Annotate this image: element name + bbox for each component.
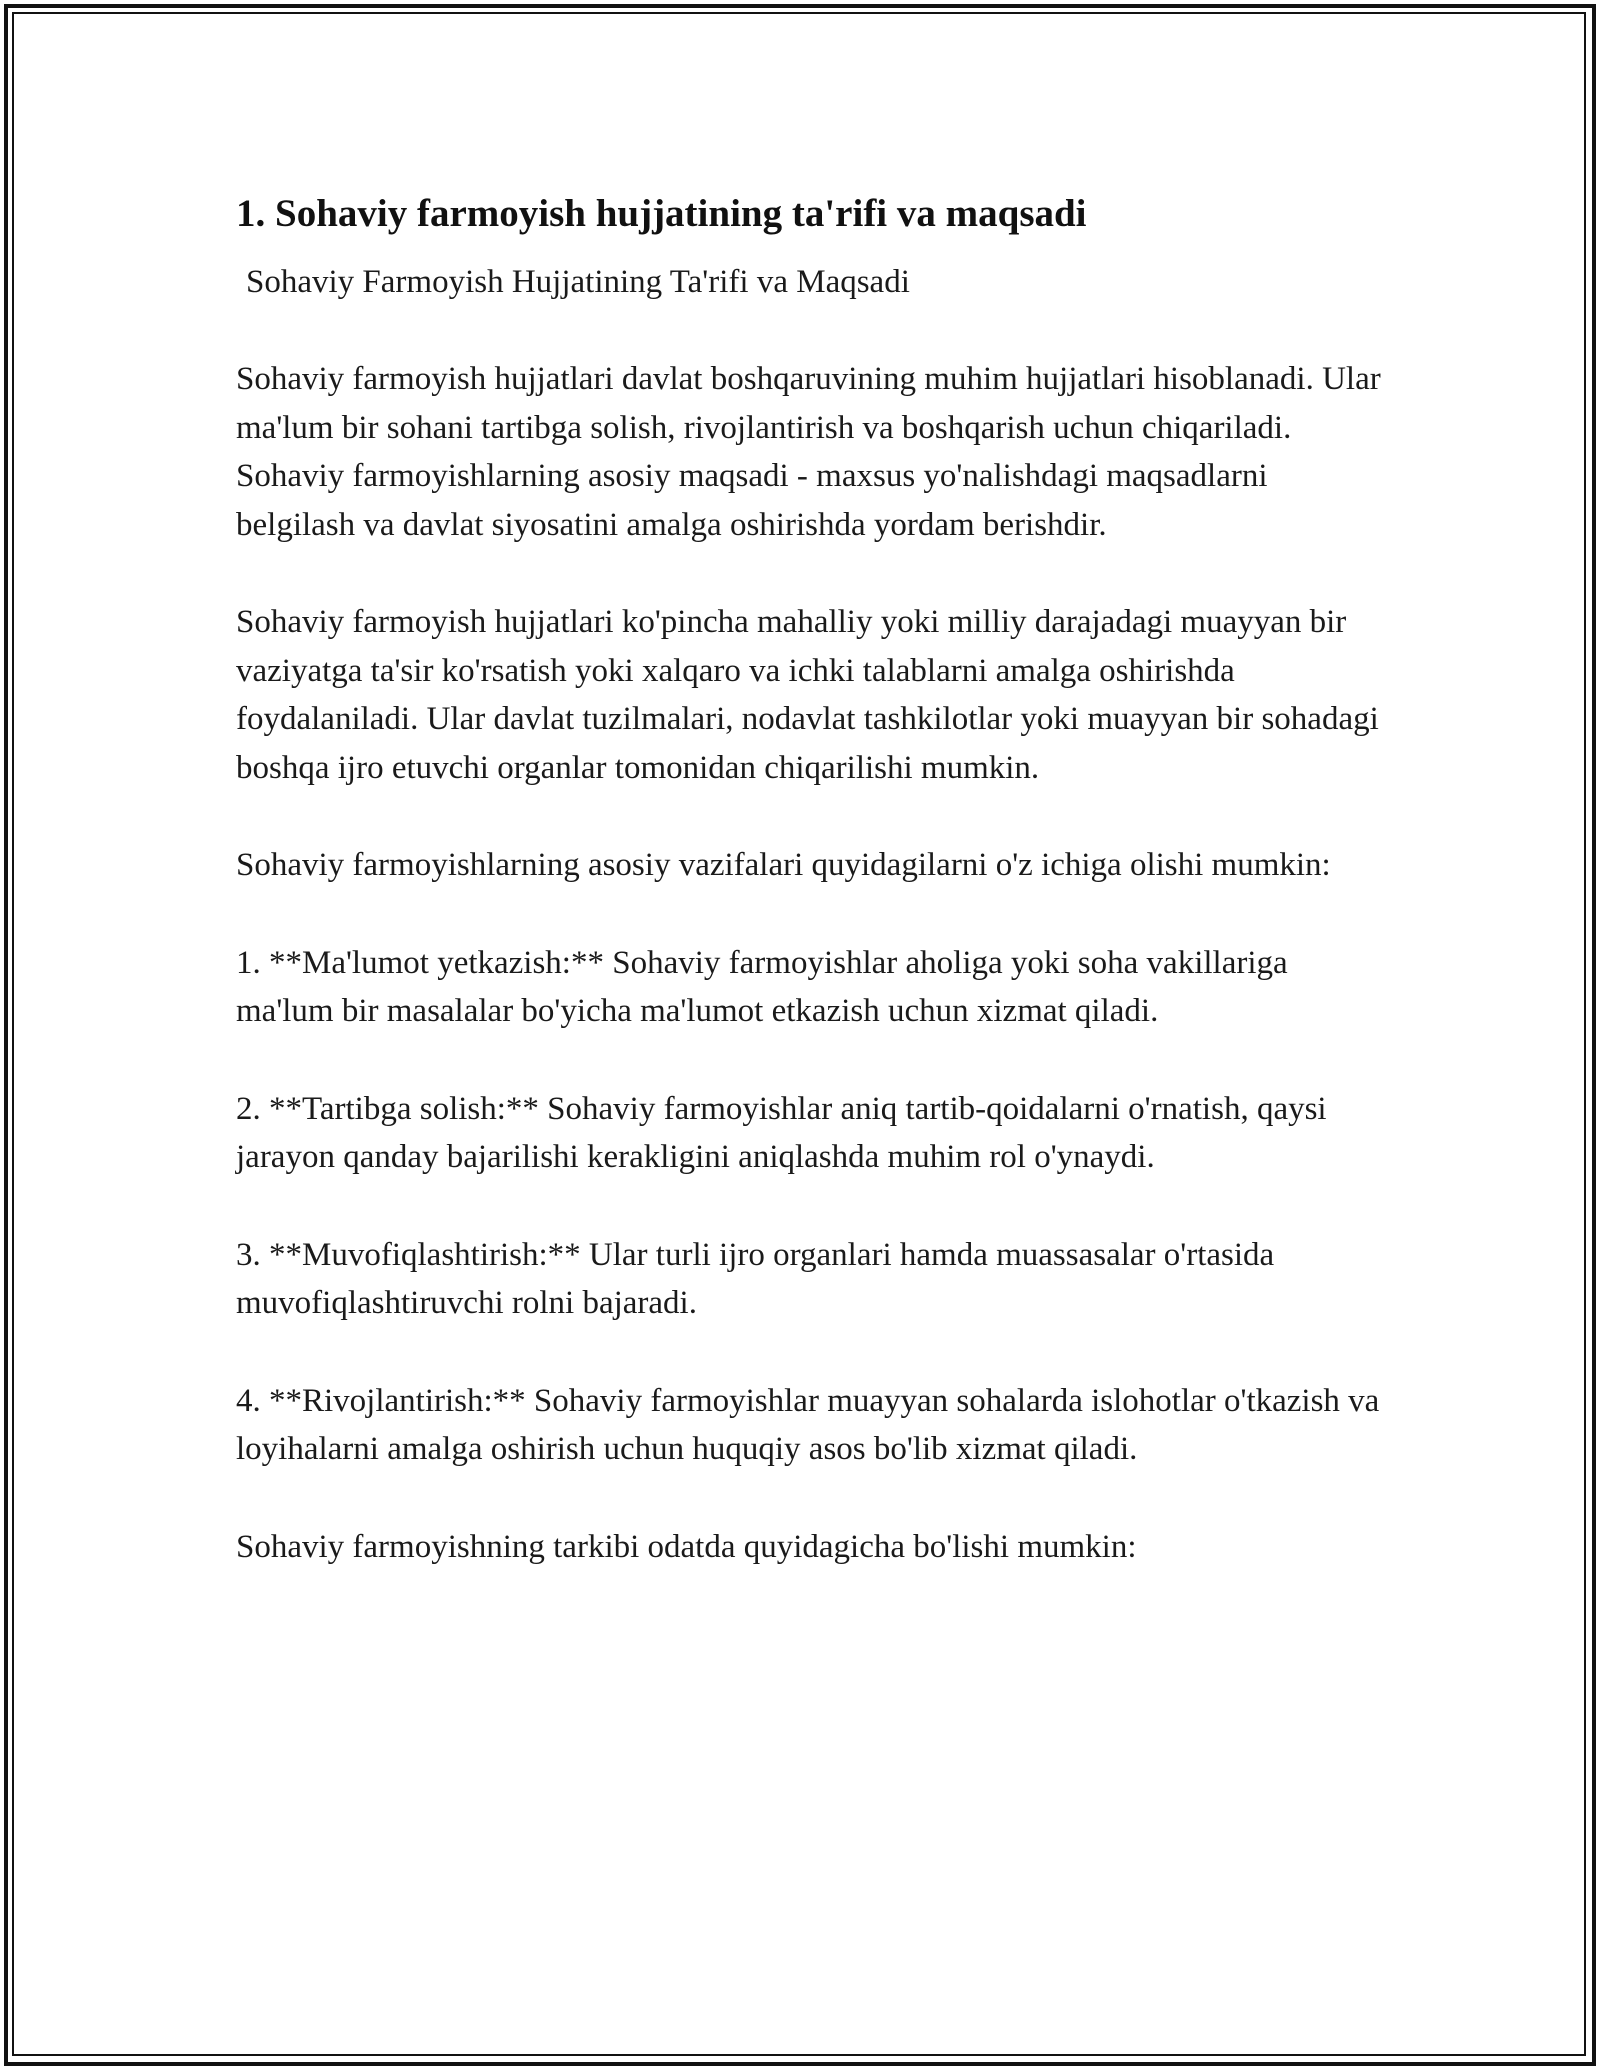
list-item-3: 3. **Muvofiqlashtirish:** Ular turli ijro organlari hamda muassasalar o'rtasida muvofiqlashtiruvchi rolni bajaradi. [236,1236,1275,1321]
document-body [236,188,1386,1571]
paragraph-tasks-lead: Sohaviy farmoyishlarning asosiy vazifalari quyidagilarni o'z ichiga olishi mumkin: [236,847,1331,883]
paragraph-intro: Sohaviy farmoyish hujjatlari davlat boshqaruvining muhim hujjatlari hisoblanadi. Ular ma'lum bir sohani tartibga solish, rivojlantirish va boshqarish uchun chiqariladi. Sohaviy farmoyishlarning asosiy maqsadi - maxsus yo'nalishdagi maqsadlarni belgilash va davlat siyosatini amalga oshirishda yordam berishdir. [236,361,1381,543]
list-item-1: 1. **Ma'lumot yetkazish:** Sohaviy farmoyishlar aholiga yoki soha vakillariga ma'lum bir masalalar bo'yicha ma'lumot etkazish uchun xizmat qiladi. [236,944,1288,1029]
paragraph-usage: Sohaviy farmoyish hujjatlari ko'pincha mahalliy yoki milliy darajadagi muayyan bir vaziyatga ta'sir ko'rsatish yoki xalqaro va ichki talablarni amalga oshirishda foydalaniladi. Ular davlat tuzilmalari, nodavlat tashkilotlar yoki muayyan bir sohadagi boshqa ijro etuvchi organlar tomonidan chiqarilishi mumkin. [236,604,1379,786]
list-item-2: 2. **Tartibga solish:** Sohaviy farmoyishlar aniq tartib-qoidalarni o'rnatish, qaysi jarayon qanday bajarilishi kerakligini aniqlashda muhim rol o'ynaydi. [236,1090,1327,1175]
list-item-4: 4. **Rivojlantirish:** Sohaviy farmoyishlar muayyan sohalarda islohotlar o'tkazish va loyihalarni amalga oshirish uchun huquqiy asos bo'lib xizmat qiladi. [236,1382,1380,1467]
document-subtitle: Sohaviy Farmoyish Hujjatining Ta'rifi va Maqsadi [246,264,910,300]
paragraph-structure-lead: Sohaviy farmoyishning tarkibi odatda quyidagicha bo'lishi mumkin: [236,1528,1137,1565]
section-heading: 1. Sohaviy farmoyish hujjatining ta'rifi va maqsadi [236,192,1087,235]
